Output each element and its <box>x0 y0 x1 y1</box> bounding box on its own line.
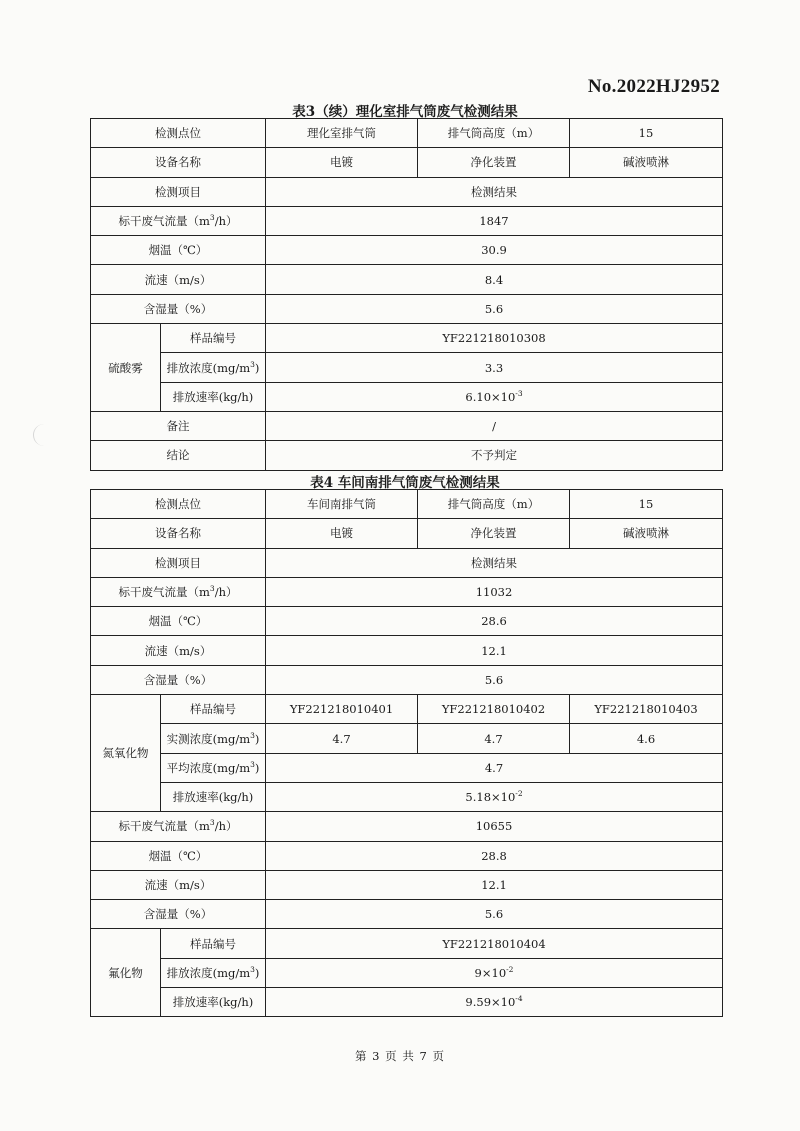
sample-value: YF221218010308 <box>266 324 723 353</box>
table-row <box>91 353 723 382</box>
measured-value: 4.7 <box>418 724 570 753</box>
flow-value: 11032 <box>266 577 723 606</box>
sample-value: YF221218010402 <box>418 695 570 724</box>
flow-label: 标干废气流量$(m^3/h)$ <box>91 577 266 606</box>
table-row <box>91 636 723 665</box>
speed-value: 12.1 <box>266 870 723 899</box>
rate-value: $9.59\times 10^{-4}$ <box>266 988 723 1017</box>
sample-label: 样品编号 <box>161 324 266 353</box>
flow-label: 标干废气流量$(m^3/h)$ <box>91 206 266 235</box>
point-value: 车间南排气筒 <box>266 490 418 519</box>
temp-value: 28.6 <box>266 607 723 636</box>
point-value: 理化室排气筒 <box>266 119 418 148</box>
temp-label: 烟温（℃） <box>91 236 266 265</box>
table-row <box>91 148 723 177</box>
table-row <box>91 958 723 987</box>
rate-value: $6.10\times 10^{-3}$ <box>266 382 723 411</box>
average-concentration-label: 平均浓度$(mg/m^3)$ <box>161 753 266 782</box>
device-label: 设备名称 <box>91 148 266 177</box>
average-value: 4.7 <box>266 753 723 782</box>
item-label: 检测项目 <box>91 177 266 206</box>
table-row <box>91 382 723 411</box>
report-number: No.2022HJ2952 <box>587 76 720 97</box>
concentration-value: 3.3 <box>266 353 723 382</box>
flow-value: 10655 <box>266 812 723 841</box>
result-label: 检测结果 <box>266 177 723 206</box>
device-label: 设备名称 <box>91 519 266 548</box>
speed-value: 12.1 <box>266 636 723 665</box>
rate-label: 排放速率(kg/h) <box>161 782 266 811</box>
table-row <box>91 265 723 294</box>
speed-label: 流速（m/s） <box>91 636 266 665</box>
table-row <box>91 548 723 577</box>
table-row <box>91 900 723 929</box>
point-label: 检测点位 <box>91 490 266 519</box>
pollutant-label: 氟化物 <box>91 929 161 1017</box>
rate-label: 排放速率(kg/h) <box>161 988 266 1017</box>
moisture-value: 5.6 <box>266 900 723 929</box>
item-label: 检测项目 <box>91 548 266 577</box>
binder-hole-mark <box>33 424 46 446</box>
flow-value: 1847 <box>266 206 723 235</box>
page-footer: 第 3 页 共 7 页 <box>355 1049 445 1063</box>
purify-label: 净化装置 <box>418 148 570 177</box>
conclusion-label: 结论 <box>91 441 266 470</box>
pollutant-label: 硫酸雾 <box>91 324 161 412</box>
concentration-value: $9\times 10^{-2}$ <box>266 958 723 987</box>
stack-height-label: 排气筒高度（m） <box>418 490 570 519</box>
table-row <box>91 724 723 753</box>
moisture-label: 含湿量（%） <box>91 665 266 694</box>
table-row <box>91 782 723 811</box>
stack-height-value: 15 <box>570 490 723 519</box>
sample-value: YF221218010404 <box>266 929 723 958</box>
table-row <box>91 177 723 206</box>
table3-sulfuric-acid-mist <box>90 118 723 471</box>
moisture-value: 5.6 <box>266 294 723 323</box>
purify-value: 碱液喷淋 <box>570 519 723 548</box>
table-row <box>91 206 723 235</box>
stack-height-label: 排气筒高度（m） <box>418 119 570 148</box>
speed-value: 8.4 <box>266 265 723 294</box>
speed-label: 流速（m/s） <box>91 870 266 899</box>
moisture-value: 5.6 <box>266 665 723 694</box>
table-row <box>91 870 723 899</box>
measured-concentration-label: 实测浓度$(mg/m^3)$ <box>161 724 266 753</box>
table3-title: 表3（续）理化室排气筒废气检测结果 <box>292 104 518 120</box>
flow-label: 标干废气流量$(m^3/h)$ <box>91 812 266 841</box>
concentration-label: 排放浓度$(mg/m^3)$ <box>161 958 266 987</box>
temp-value: 28.8 <box>266 841 723 870</box>
measured-value: 4.6 <box>570 724 723 753</box>
purify-value: 碱液喷淋 <box>570 148 723 177</box>
rate-label: 排放速率(kg/h) <box>161 382 266 411</box>
table-row <box>91 441 723 470</box>
moisture-label: 含湿量（%） <box>91 900 266 929</box>
purify-label: 净化装置 <box>418 519 570 548</box>
remark-value: / <box>266 411 723 440</box>
table-row <box>91 490 723 519</box>
remark-label: 备注 <box>91 411 266 440</box>
table-row <box>91 812 723 841</box>
temp-value: 30.9 <box>266 236 723 265</box>
temp-label: 烟温（℃） <box>91 607 266 636</box>
table-row <box>91 577 723 606</box>
device-value: 电镀 <box>266 148 418 177</box>
table4-title: 表4 车间南排气筒废气检测结果 <box>310 475 500 491</box>
table-row <box>91 929 723 958</box>
pollutant-label: 氮氧化物 <box>91 695 161 812</box>
sample-value: YF221218010401 <box>266 695 418 724</box>
table-row <box>91 519 723 548</box>
table-row <box>91 411 723 440</box>
table-row <box>91 665 723 694</box>
table-row <box>91 988 723 1017</box>
table4-south-workshop-stack <box>90 489 723 1017</box>
sample-value: YF221218010403 <box>570 695 723 724</box>
concentration-label: 排放浓度$(mg/m^3)$ <box>161 353 266 382</box>
speed-label: 流速（m/s） <box>91 265 266 294</box>
sample-label: 样品编号 <box>161 695 266 724</box>
table-row <box>91 294 723 323</box>
conclusion-value: 不予判定 <box>266 441 723 470</box>
table-row <box>91 119 723 148</box>
moisture-label: 含湿量（%） <box>91 294 266 323</box>
table-row <box>91 695 723 724</box>
sample-label: 样品编号 <box>161 929 266 958</box>
device-value: 电镀 <box>266 519 418 548</box>
table-row <box>91 607 723 636</box>
table-row <box>91 753 723 782</box>
table-row <box>91 841 723 870</box>
rate-value: $5.18\times 10^{-2}$ <box>266 782 723 811</box>
table-row <box>91 324 723 353</box>
temp-label: 烟温（℃） <box>91 841 266 870</box>
table-row <box>91 236 723 265</box>
measured-value: 4.7 <box>266 724 418 753</box>
point-label: 检测点位 <box>91 119 266 148</box>
result-label: 检测结果 <box>266 548 723 577</box>
stack-height-value: 15 <box>570 119 723 148</box>
